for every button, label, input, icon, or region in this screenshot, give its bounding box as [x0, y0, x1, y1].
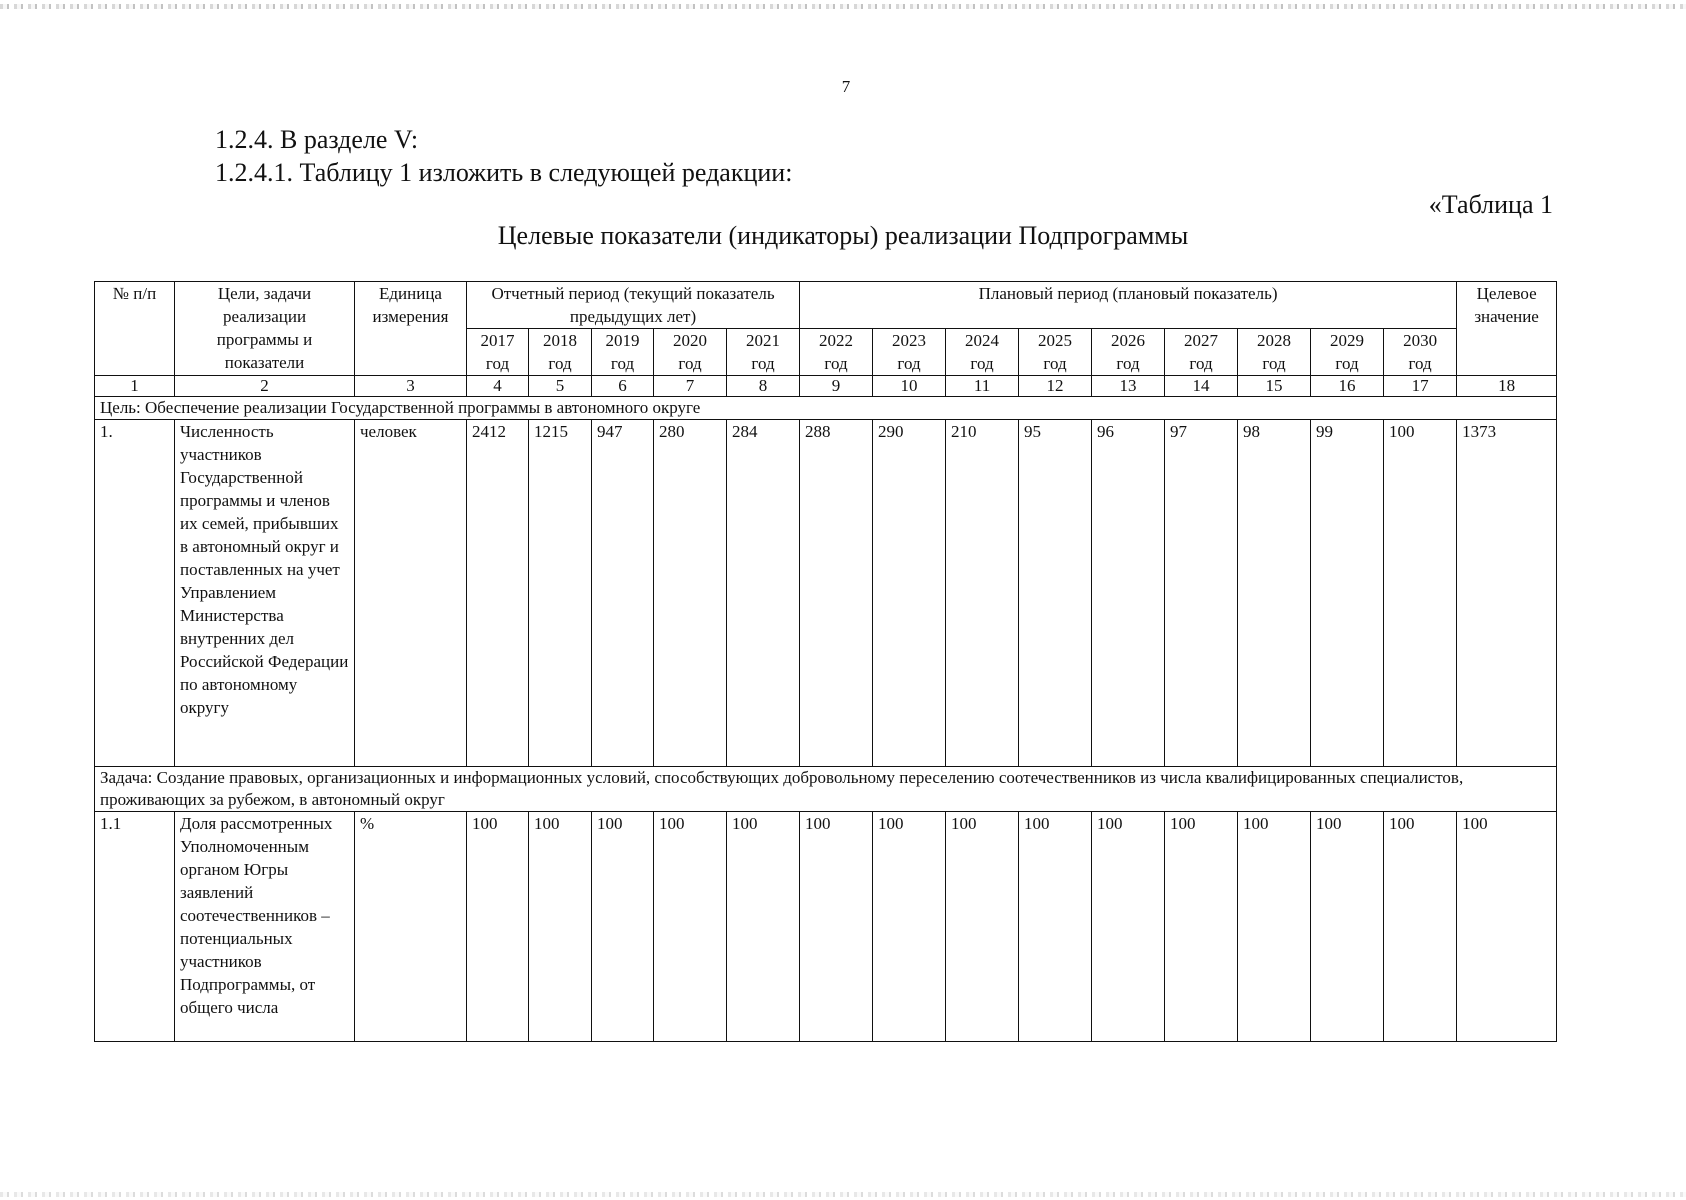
header-row	[95, 282, 1557, 329]
row-unit: человек	[355, 420, 467, 767]
column-number: 17	[1384, 376, 1457, 397]
row-value: 100	[946, 812, 1019, 1042]
year-2018: 2018 год	[529, 329, 592, 376]
year-2023: 2023 год	[873, 329, 946, 376]
column-number: 16	[1311, 376, 1384, 397]
row-value: 100	[727, 812, 800, 1042]
column-number: 12	[1019, 376, 1092, 397]
year-2028: 2028 год	[1238, 329, 1311, 376]
row-value: 100	[873, 812, 946, 1042]
scan-artifact-bottom	[0, 1192, 1686, 1197]
row-value: 100	[1311, 812, 1384, 1042]
row-value: 100	[1019, 812, 1092, 1042]
page-number: 7	[841, 77, 851, 96]
column-number: 18	[1457, 376, 1557, 397]
column-number: 7	[654, 376, 727, 397]
row-target-value: 1373	[1457, 420, 1557, 767]
year-2022: 2022 год	[800, 329, 873, 376]
row-value: 99	[1311, 420, 1384, 767]
header-unit: Единица измерения	[355, 282, 467, 376]
row-value: 947	[592, 420, 654, 767]
column-number: 5	[529, 376, 592, 397]
row-value: 100	[1238, 812, 1311, 1042]
row-value: 1215	[529, 420, 592, 767]
row-value: 280	[654, 420, 727, 767]
column-number: 3	[355, 376, 467, 397]
task-text: Задача: Создание правовых, организационных и информационных условий, способствующих добровольному переселению соотечественников из числа квалифицированных специалистов, проживающих за рубежом, в автономный округ	[95, 767, 1557, 812]
column-number: 9	[800, 376, 873, 397]
row-value: 100	[529, 812, 592, 1042]
table-row	[95, 420, 1557, 767]
row-value: 288	[800, 420, 873, 767]
paragraph-table-instruction: 1.2.4.1. Таблицу 1 изложить в следующей редакции:	[215, 158, 793, 187]
table-title: Целевые показатели (индикаторы) реализации Подпрограммы	[497, 221, 1189, 250]
table-row	[95, 812, 1557, 1042]
row-value: 100	[800, 812, 873, 1042]
scan-artifact-top	[0, 4, 1686, 9]
row-value: 210	[946, 420, 1019, 767]
row-value: 290	[873, 420, 946, 767]
row-indicator-name: Численность участников Государственной программы и членов их семей, прибывших в автономный округ и поставленных на учет Управлением Министерства внутренних дел Российской Федерации по автономному округу	[175, 420, 355, 767]
paragraph-section: 1.2.4. В разделе V:	[215, 125, 419, 154]
row-value: 100	[654, 812, 727, 1042]
column-number: 14	[1165, 376, 1238, 397]
column-number: 10	[873, 376, 946, 397]
year-2030: 2030 год	[1384, 329, 1457, 376]
header-num: № п/п	[95, 282, 175, 376]
column-number: 4	[467, 376, 529, 397]
row-value: 100	[1384, 812, 1457, 1042]
column-number: 13	[1092, 376, 1165, 397]
row-target-value: 100	[1457, 812, 1557, 1042]
goal-row	[95, 397, 1557, 420]
column-number-row	[95, 376, 1557, 397]
row-value: 100	[1165, 812, 1238, 1042]
year-2019: 2019 год	[592, 329, 654, 376]
row-value: 100	[1092, 812, 1165, 1042]
year-2021: 2021 год	[727, 329, 800, 376]
row-num: 1.	[95, 420, 175, 767]
row-value: 95	[1019, 420, 1092, 767]
column-number: 15	[1238, 376, 1311, 397]
row-value: 97	[1165, 420, 1238, 767]
row-value: 100	[592, 812, 654, 1042]
task-row	[95, 767, 1557, 812]
header-target: Целевое значение	[1457, 282, 1557, 376]
row-num: 1.1	[95, 812, 175, 1042]
row-unit: %	[355, 812, 467, 1042]
column-number: 8	[727, 376, 800, 397]
row-value: 100	[1384, 420, 1457, 767]
year-2020: 2020 год	[654, 329, 727, 376]
indicators-table	[94, 281, 1557, 1042]
row-value: 100	[467, 812, 529, 1042]
year-2025: 2025 год	[1019, 329, 1092, 376]
header-reporting-period: Отчетный период (текущий показатель предыдущих лет)	[467, 282, 800, 329]
header-planned-period: Плановый период (плановый показатель)	[800, 282, 1457, 329]
row-value: 284	[727, 420, 800, 767]
row-indicator-name: Доля рассмотренных Уполномоченным органом Югры заявлений соотечественников – потенциальных участников Подпрограммы, от общего числа	[175, 812, 355, 1042]
column-number: 2	[175, 376, 355, 397]
column-number: 1	[95, 376, 175, 397]
row-value: 2412	[467, 420, 529, 767]
year-2017: 2017 год	[467, 329, 529, 376]
row-value: 98	[1238, 420, 1311, 767]
column-number: 6	[592, 376, 654, 397]
year-2029: 2029 год	[1311, 329, 1384, 376]
column-number: 11	[946, 376, 1019, 397]
table-label: «Таблица 1	[1428, 190, 1553, 219]
year-2024: 2024 год	[946, 329, 1019, 376]
year-2027: 2027 год	[1165, 329, 1238, 376]
year-2026: 2026 год	[1092, 329, 1165, 376]
header-goals: Цели, задачи реализации программы и показатели	[175, 282, 355, 376]
row-value: 96	[1092, 420, 1165, 767]
goal-text: Цель: Обеспечение реализации Государственной программы в автономного округе	[95, 397, 1557, 420]
